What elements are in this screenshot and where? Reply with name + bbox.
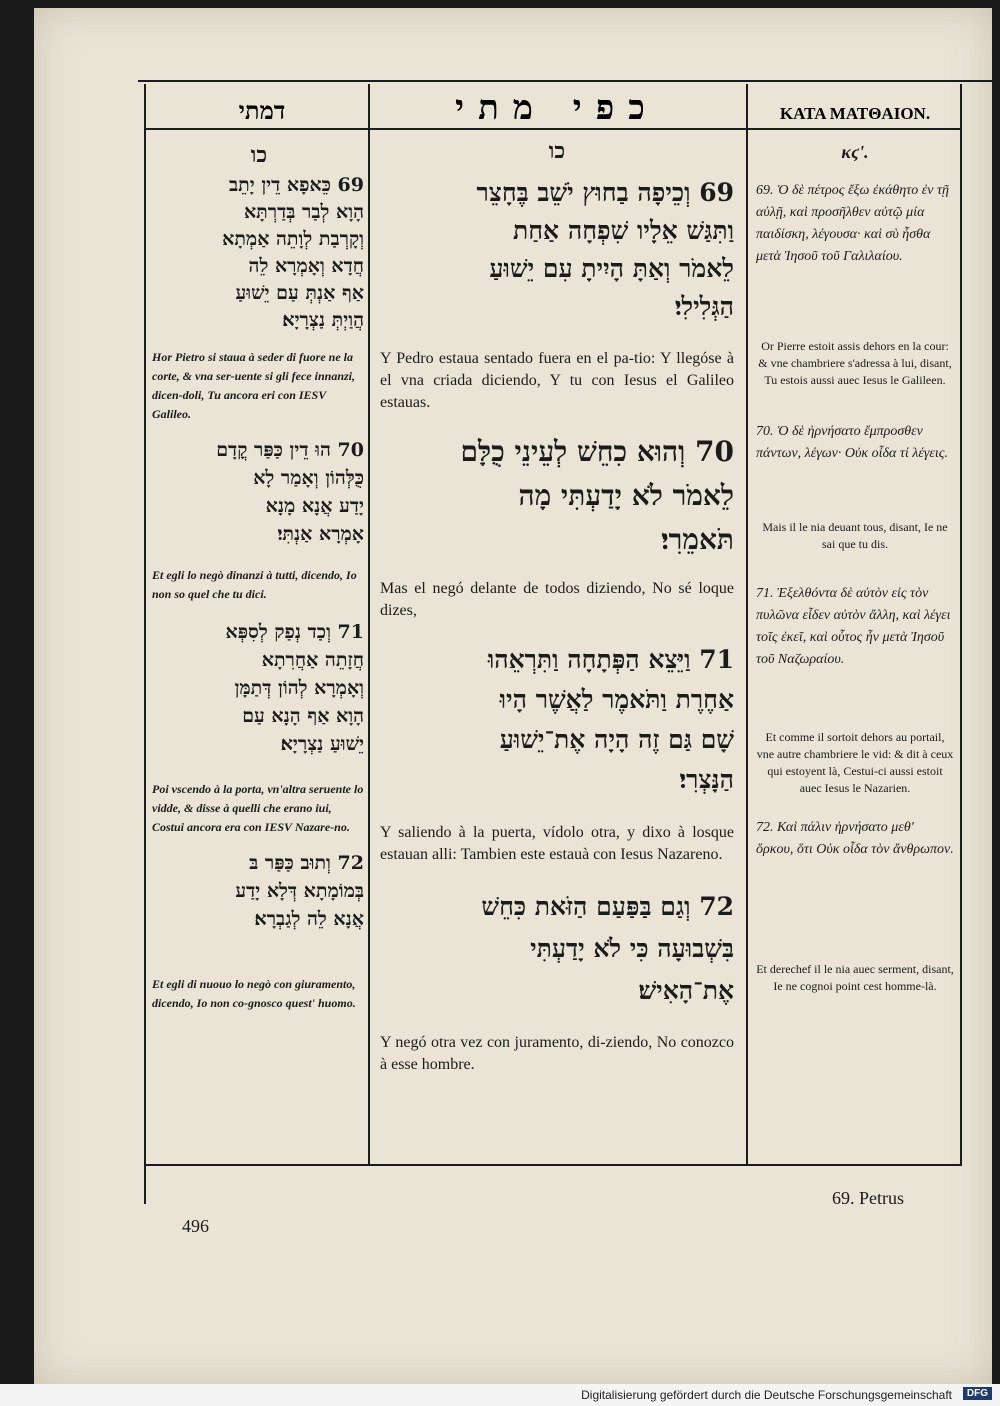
spanish-verse-72: Y negó otra vez con juramento, di-ziendo, No conozco à esse hombre. — [380, 1034, 734, 1073]
greek-verse-70: 70. Ὁ δὲ ἠρνήσατο ἔμπροσθεν πάντων, λέγων· Οὐκ οἶδα τί λέγεις. — [756, 424, 948, 461]
header-right: KATA MATΘAION. — [779, 104, 931, 123]
column-divider-right — [746, 84, 748, 1166]
scan-footer — [0, 1384, 1000, 1406]
italian-verse-69: Hor Pietro si staua à seder di fuore ne la corte, & vna ser-uente si gli fece innanzi, dicen-doli, Tu ancora eri con IESV Galileo. — [152, 350, 355, 421]
right-border — [960, 84, 962, 1166]
text-line: 72 וְתוּב כַּפַּר בּ — [249, 852, 364, 874]
text-line: הָוָא אַף הָנָא עַם — [242, 705, 364, 727]
aramaic-verse-72 — [152, 849, 364, 933]
text-line: בִּשְׁבוּעָה כִּי לֹא יָדַעְתִּי — [530, 934, 734, 963]
greek-verse-69: 69. Ὁ δὲ πέτρος ἔξω ἐκάθητο ἐν τῇ αὐλῇ, καὶ προσῆλθεν αὐτῷ μία παιδίσκη, λέγουσα· καὶ σὺ ἦσθα μετὰ Ἰησοῦ τοῦ Γαλιλαίου. — [756, 183, 949, 264]
dfg-logo: DFG — [963, 1387, 992, 1400]
french-verse-70: Mais il le nia deuant tous, disant, Ie ne sai que tu dis. — [762, 520, 948, 551]
french-verse-71: Et comme il sortoit dehors au portail, vne autre chambriere le vid: & dit à ceux qui estoyent là, Cestui-ci aussi estoit auec Iesus le Nazarien. — [756, 730, 954, 795]
text-line: 70 הוּ דֵין כַּפַּר קֳדָם — [216, 439, 364, 461]
header-rule — [144, 128, 962, 130]
text-line: אֶת־הָאִישׁ׃ — [638, 976, 734, 1005]
chapter-right: κϛ'. — [841, 142, 869, 162]
aramaic-verse-69 — [152, 172, 364, 334]
text-line: 69 כֵּאפָא דֵין יָתֵב — [228, 174, 364, 196]
text-line: 71 וַיֵּצֵא הַפְּתָחָה וַתִּרְאֵהוּ — [487, 645, 734, 674]
chapter-left: כו — [250, 142, 268, 168]
text-line: שָׁם גַּם זֶה הָיָה אֶת־יֵשׁוּעַ — [499, 725, 734, 754]
catchword: 69. Petrus — [832, 1188, 904, 1208]
column-divider-left — [368, 84, 370, 1166]
text-line: אַחֶרֶת וַתֹּאמֶר לַאֲשֶׁר הָיוּ — [499, 685, 734, 714]
text-line: 70 וְהוּא כִחֵשׁ לְעֵינֵי כֻלָּם — [460, 435, 734, 468]
french-verse-72: Et derechef il le nia auec serment, disant, Ie ne cognoi point cest homme-là. — [756, 962, 954, 993]
text-line: הַנָּצְרִי׃ — [679, 765, 734, 794]
top-rule — [138, 80, 994, 82]
text-line: וְקָרְבַת לְוָתֵה אַמְתָא — [222, 228, 364, 250]
text-line: 72 וְגַם בַּפַּעַם הַזֹּאת כִּחֵשׁ — [481, 892, 734, 921]
aramaic-verse-70 — [152, 436, 364, 548]
italian-verse-72: Et egli di nuouo lo negò con giuramento, dicendo, Io non co-gnosco quest' huomo. — [152, 977, 356, 1010]
text-line: 71 וְכַד נְפַק לְסִפְּא — [225, 621, 364, 643]
italian-verse-71: Poi vscendo à la porta, vn'altra seruente lo vidde, & disse à quelli che erano iui, Costui ancora era con IESV Nazare-no. — [152, 782, 364, 834]
text-line: לֵאמֹר לֹא יָדַעְתִּי מָה — [518, 479, 734, 512]
italian-verse-70: Et egli lo negò dinanzi à tutti, dicendo, Io non so quel che tu dici. — [152, 568, 357, 601]
text-line: אֲנָא לֵה לְגַבְרָא׃ — [254, 908, 364, 930]
spanish-verse-71: Y saliendo à la puerta, vídolo otra, y dixo à losque estauan alli: Tambien este estauà con Iesus Nazareno. — [380, 824, 734, 863]
hebrew-verse-69 — [380, 174, 734, 326]
greek-verse-71: 71. Ἐξελθόντα δὲ αὐτὸν εἰς τὸν πυλῶνα εἶδεν αὐτὸν ἄλλη, καὶ λέγει τοῖς ἐκεῖ, καὶ οὗτος ἦν μετὰ Ἰησοῦ τοῦ Ναζωραίου. — [756, 586, 951, 667]
spanish-verse-69: Y Pedro estaua sentado fuera en el pa-tio: Y llegóse à el vna criada diciendo, Y tu con Iesus el Galileo estauas. — [380, 350, 734, 411]
text-line: בְּמוֹמָתָא דְּלָא יָדַע — [235, 880, 364, 902]
text-line: הַגְּלִילִי׃ — [674, 292, 734, 321]
hebrew-verse-70 — [380, 430, 734, 562]
header-left: דמתי — [238, 96, 286, 125]
text-line: 69 וְכֵיפָה בַחוּץ יֹשֵׁב בֶּחָצֵר — [476, 178, 734, 207]
text-line: אָמְרָא אַנְתִּי׃ — [277, 523, 364, 545]
text-line: חֲזָתֵה אַחֲרִתָא — [261, 649, 364, 671]
text-line: וַתִּגַּשׁ אֵלָיו שִׁפְחָה אַחַת — [513, 216, 734, 245]
aramaic-verse-71 — [152, 618, 364, 758]
french-verse-69: Or Pierre estoit assis dehors en la cour: & vne chambriere s'adressa à lui, disant, Tu estois aussi auec Iesus le Galileen. — [758, 339, 952, 387]
text-line: יֵשׁוּעַ נַצְרָיָא׃ — [280, 733, 364, 755]
center-column — [380, 174, 734, 1076]
bottom-rule — [146, 1164, 960, 1166]
text-line: כֻּלְּהוֹן וְאָמַר לָא — [253, 467, 364, 489]
footer-credit: Digitalisierung gefördert durch die Deutsche Forschungsgemeinschaft — [581, 1388, 952, 1402]
spanish-verse-70: Mas el negó delante de todos diziendo, No sé loque dizes, — [380, 580, 734, 619]
hebrew-verse-72 — [380, 886, 734, 1012]
page-number: 496 — [182, 1216, 209, 1236]
text-line: הָוָא לְבַר בְּדַרְתָּא — [243, 201, 364, 223]
chapter-center: כו — [548, 138, 566, 164]
text-line: תֹּאמֵרִי׃ — [661, 523, 734, 556]
greek-verse-72: 72. Καὶ πάλιν ἠρνήσατο μεθ' ὅρκου, ὅτι Οὐκ οἶδα τὸν ἄνθρωπον. — [756, 820, 954, 857]
text-line: הֲוַיְתְּ נַצְרָיָא׃ — [282, 309, 364, 331]
left-border — [144, 84, 146, 1204]
text-line: חֲדָא וְאָמְרָא לֵה — [248, 255, 364, 277]
book-page — [34, 8, 992, 1384]
text-line: וְאָמְרָא לְהוֹן דְּתַמָּן — [234, 677, 364, 699]
text-line: לֵאמֹר וְאַתָּ הָיִיתָ עִם יֵשׁוּעַ — [489, 254, 734, 283]
hebrew-verse-71 — [380, 640, 734, 800]
right-column — [756, 180, 954, 995]
left-column — [152, 172, 364, 1013]
text-line: אַף אַנְתְּ עַם יֵשׁוּעַ — [235, 282, 364, 304]
text-line: יָדַע אֲנָא מָנָא — [265, 495, 364, 517]
header-center: כפי מתי — [455, 88, 659, 128]
